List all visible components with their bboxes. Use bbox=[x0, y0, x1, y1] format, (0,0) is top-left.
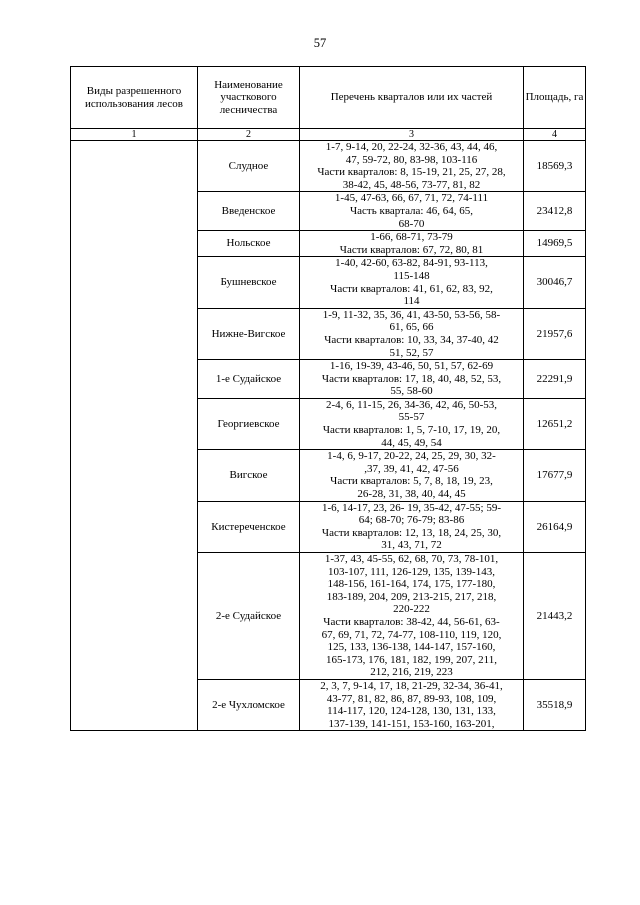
quarters-cell: 1-6, 14-17, 23, 26- 19, 35-42, 47-55; 59- 64; 68-70; 76-79; 83-86 Части кварталов: 12, 13, 18, 24, 25, 30, 31, 43, 71, 72 bbox=[300, 501, 524, 552]
district-name: Слудное bbox=[198, 141, 300, 192]
area-value: 21957,6 bbox=[524, 308, 586, 359]
district-name: Бушневское bbox=[198, 257, 300, 308]
page-number: 57 bbox=[313, 36, 327, 50]
area-value: 21443,2 bbox=[524, 553, 586, 680]
quarters-cell: 1-45, 47-63, 66, 67, 71, 72, 74-111 Часть квартала: 46, 64, 65, 68-70 bbox=[300, 192, 524, 231]
column-number: 2 bbox=[198, 129, 300, 141]
district-name: Кистереченское bbox=[198, 501, 300, 552]
column-number: 1 bbox=[71, 129, 198, 141]
area-value: 23412,8 bbox=[524, 192, 586, 231]
quarters-cell: 2-4, 6, 11-15, 26, 34-36, 42, 46, 50-53, 55-57 Части кварталов: 1, 5, 7-10, 17, 19, 20, 44, 45, 49, 54 bbox=[300, 398, 524, 449]
area-value: 17677,9 bbox=[524, 450, 586, 501]
column-number-row bbox=[71, 129, 586, 141]
area-value: 30046,7 bbox=[524, 257, 586, 308]
column-number: 4 bbox=[524, 129, 586, 141]
quarters-cell: 1-66, 68-71, 73-79 Части кварталов: 67, 72, 80, 81 bbox=[300, 231, 524, 257]
quarters-cell: 2, 3, 7, 9-14, 17, 18, 21-29, 32-34, 36-41, 43-77, 81, 82, 86, 87, 89-93, 108, 109, 114-117, 120, 124-128, 130, 131, 133, 137-139, 141-151, 153-160, 163-201, bbox=[300, 679, 524, 730]
district-name: 2-е Судайское bbox=[198, 553, 300, 680]
header-forest-use-type: Виды разрешенного использования лесов bbox=[71, 67, 198, 129]
area-value: 12651,2 bbox=[524, 398, 586, 449]
header-district-name: Наименование участкового лесничества bbox=[198, 67, 300, 129]
area-value: 18569,3 bbox=[524, 141, 586, 192]
quarters-cell: 1-37, 43, 45-55, 62, 68, 70, 73, 78-101, 103-107, 111, 126-129, 135, 139-143, 148-156, 161-164, 174, 175, 177-180, 183-189, 204, 209, 213-215, 217, 218, 220-222 Части кварталов: 38-42, 44, 56-61, 63- 67, 69, 71, 72, 74-77, 108-110, 119, 120, 125, 133, 136-138, 144-147, 157-160, 165-173, 176, 181, 182, 199, 207, 211, 212, 216, 219, 223 bbox=[300, 553, 524, 680]
district-name: Георгиевское bbox=[198, 398, 300, 449]
district-name: Вигское bbox=[198, 450, 300, 501]
table-row bbox=[71, 141, 586, 192]
quarters-cell: 1-9, 11-32, 35, 36, 41, 43-50, 53-56, 58- 61, 65, 66 Части кварталов: 10, 33, 34, 37-40, 42 51, 52, 57 bbox=[300, 308, 524, 359]
district-name: Введенское bbox=[198, 192, 300, 231]
area-value: 22291,9 bbox=[524, 360, 586, 399]
forest-use-type-cell bbox=[71, 141, 198, 731]
quarters-cell: 1-16, 19-39, 43-46, 50, 51, 57, 62-69 Части кварталов: 17, 18, 40, 48, 52, 53, 55, 58-60 bbox=[300, 360, 524, 399]
area-value: 26164,9 bbox=[524, 501, 586, 552]
area-value: 35518,9 bbox=[524, 679, 586, 730]
district-name: 1-е Судайское bbox=[198, 360, 300, 399]
header-quarters-list: Перечень кварталов или их частей bbox=[300, 67, 524, 129]
district-name: Нижне-Вигское bbox=[198, 308, 300, 359]
table-header-row bbox=[71, 67, 586, 129]
quarters-cell: 1-7, 9-14, 20, 22-24, 32-36, 43, 44, 46, 47, 59-72, 80, 83-98, 103-116 Части кварталов: 8, 15-19, 21, 25, 27, 28, 38-42, 45, 48-56, 73-77, 81, 82 bbox=[300, 141, 524, 192]
quarters-cell: 1-4, 6, 9-17, 20-22, 24, 25, 29, 30, 32- ,37, 39, 41, 42, 47-56 Части кварталов: 5, 7, 8, 18, 19, 23, 26-28, 31, 38, 40, 44, 45 bbox=[300, 450, 524, 501]
quarters-cell: 1-40, 42-60, 63-82, 84-91, 93-113, 115-148 Части кварталов: 41, 61, 62, 83, 92, 114 bbox=[300, 257, 524, 308]
district-name: Нольское bbox=[198, 231, 300, 257]
column-number: 3 bbox=[300, 129, 524, 141]
header-area: Площадь, га bbox=[524, 67, 586, 129]
district-name: 2-е Чухломское bbox=[198, 679, 300, 730]
forest-quarters-table bbox=[70, 66, 586, 731]
area-value: 14969,5 bbox=[524, 231, 586, 257]
